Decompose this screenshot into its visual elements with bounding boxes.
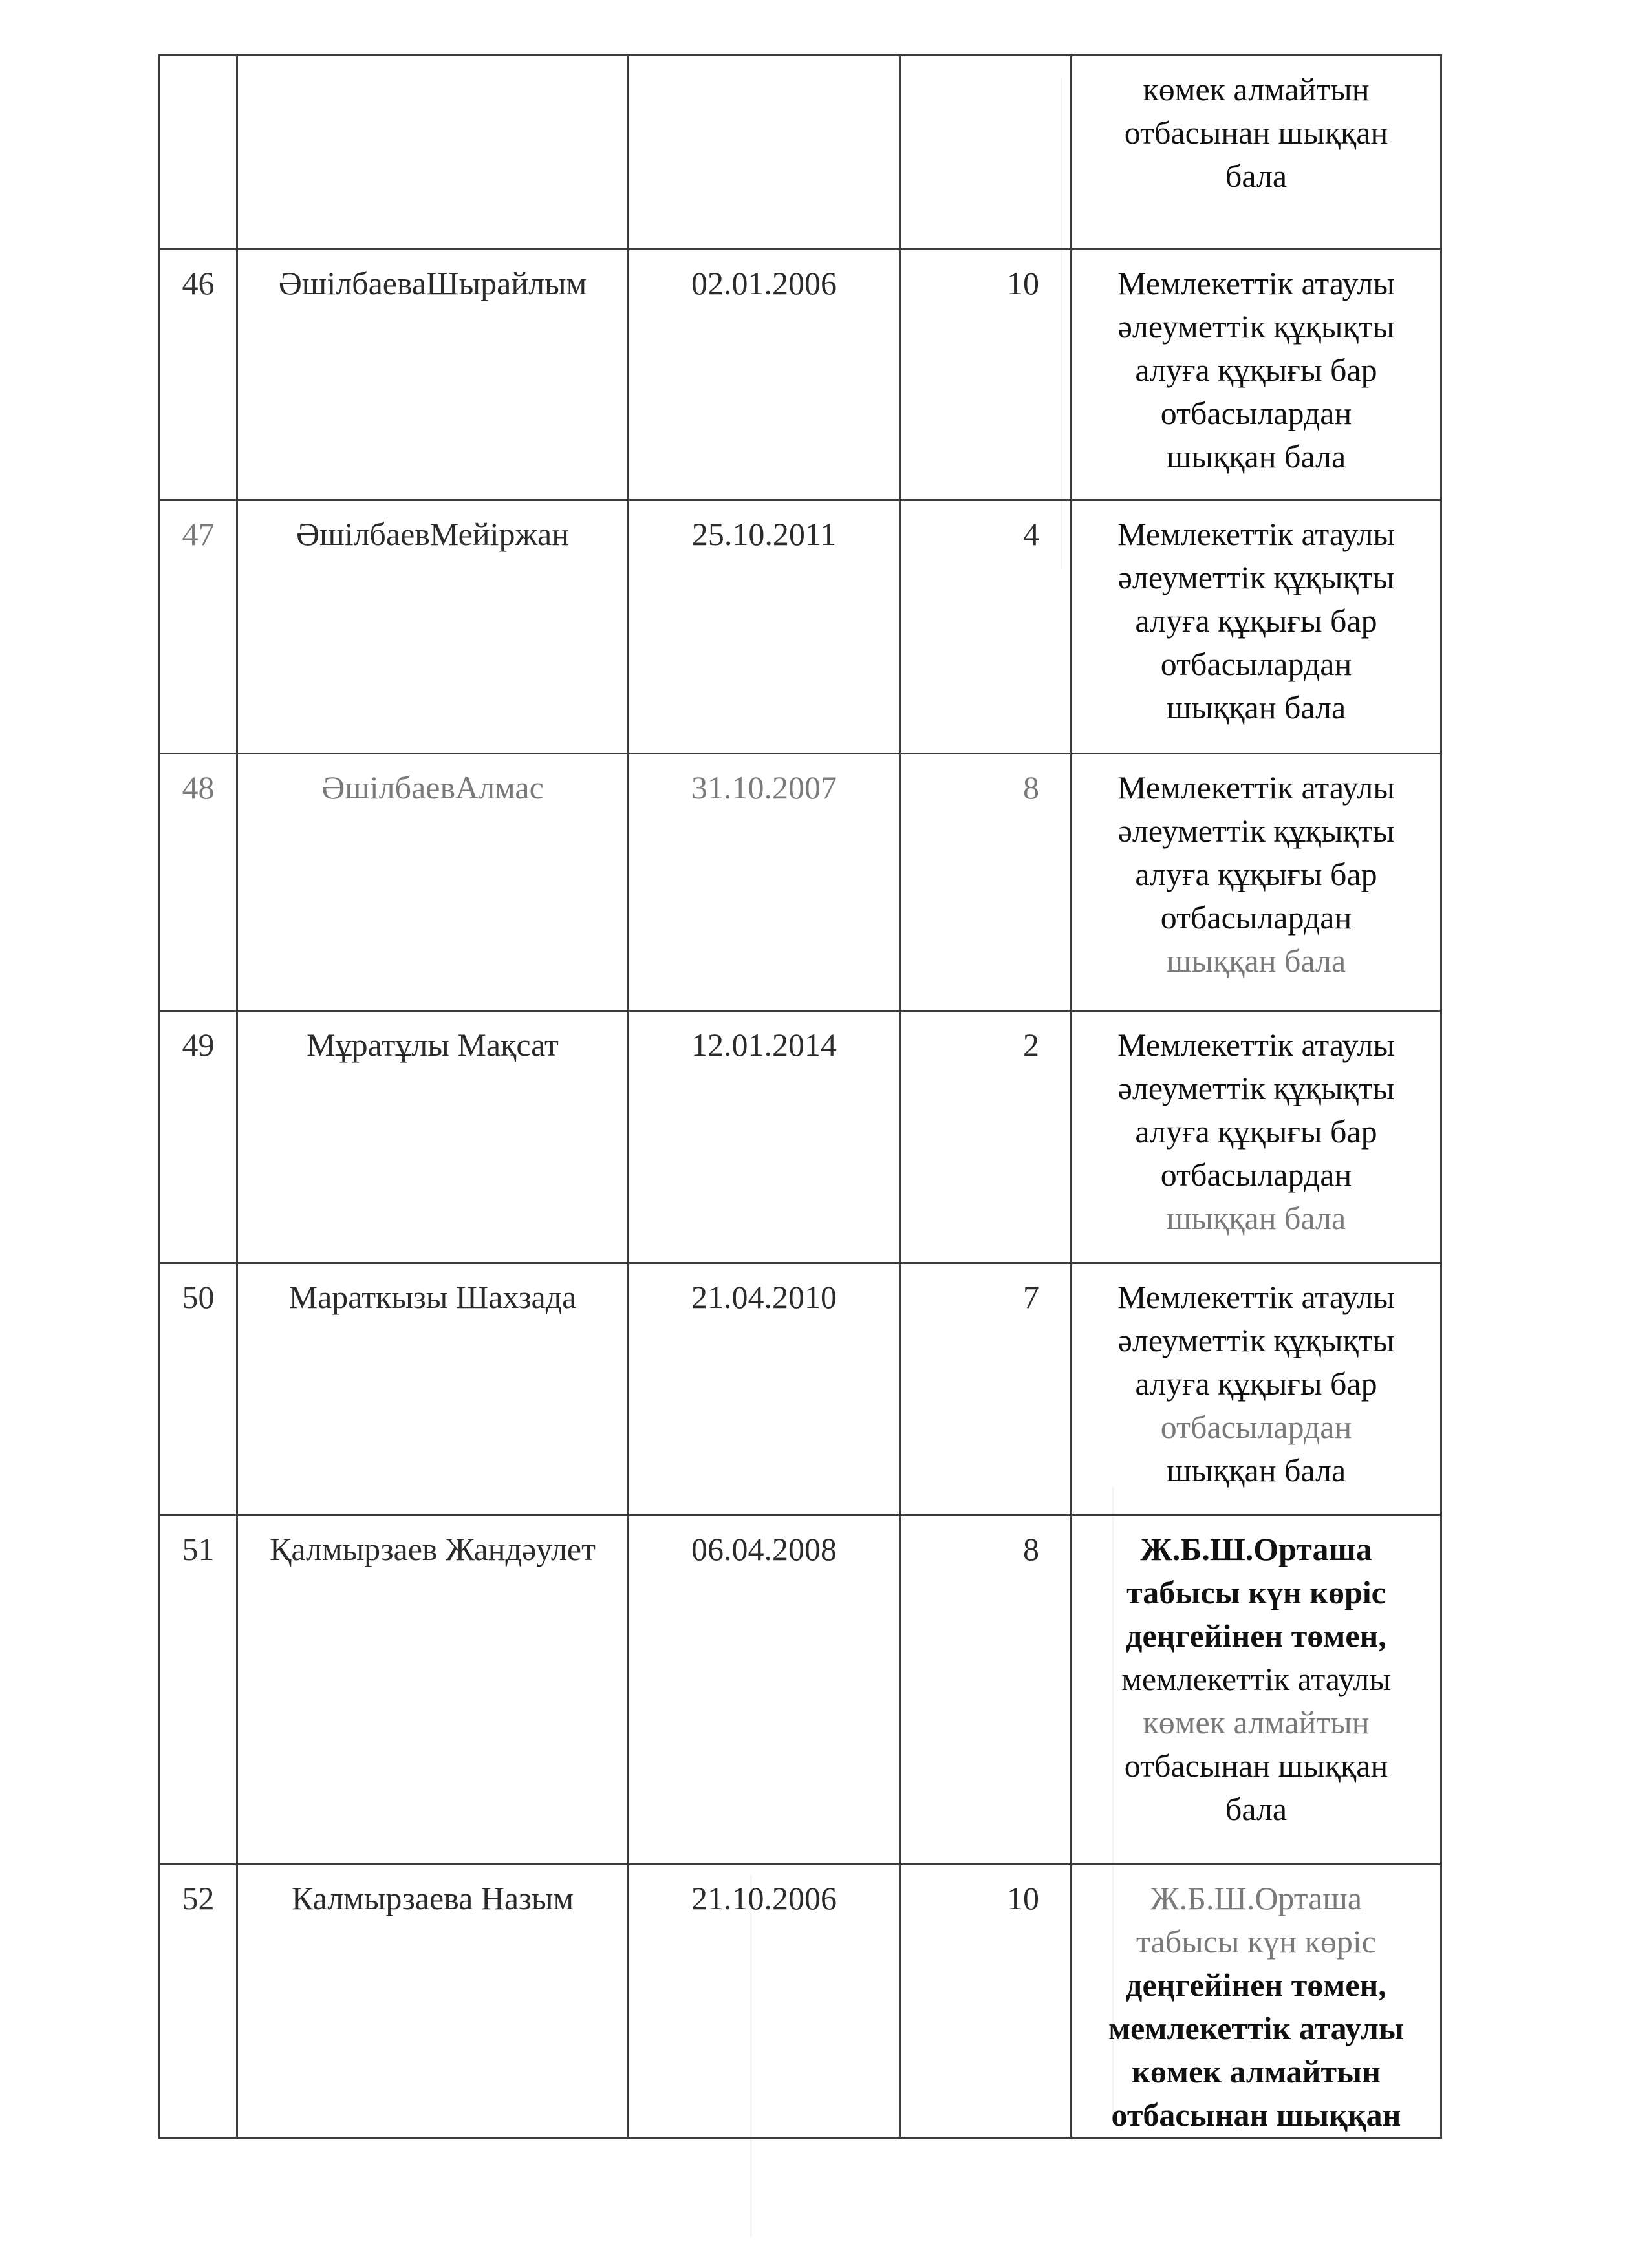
child-name-cell	[237, 1011, 629, 1263]
child-name: ӘшілбаеваШырайлым	[278, 265, 587, 301]
category-line: Мемлекеттік атаулы	[1117, 265, 1395, 301]
child-name-cell	[237, 500, 629, 754]
age: 10	[1007, 1880, 1039, 1916]
category-cell	[1072, 754, 1441, 1011]
child-name-cell	[237, 1515, 629, 1865]
birth-date: 25.10.2011	[691, 516, 837, 552]
category-line: алуға құқығы бар	[1135, 352, 1377, 388]
category-line: алуға құқығы бар	[1135, 1365, 1377, 1402]
age-cell	[900, 1865, 1072, 2138]
child-name: ӘшілбаевМейіржан	[296, 516, 570, 552]
age-cell	[900, 754, 1072, 1011]
child-name: Қалмырзаев Жандәулет	[270, 1531, 596, 1567]
category-line: отбасылардан	[1160, 646, 1352, 682]
category-line: әлеуметтік құқықты	[1117, 308, 1395, 345]
child-name-cell	[237, 56, 629, 250]
category-line: отбасынан шыққан	[1111, 2097, 1401, 2133]
category-line: көмек алмайтын	[1143, 71, 1370, 107]
child-name: Мұратұлы Мақсат	[307, 1027, 559, 1063]
children-register-table	[158, 54, 1442, 2139]
category-line: табысы күн көріс	[1126, 1574, 1386, 1610]
category-cell	[1072, 56, 1441, 250]
category-line: Мемлекеттік атаулы	[1117, 1027, 1395, 1063]
category-cell	[1072, 1263, 1441, 1515]
category-line: көмек алмайтын	[1132, 2053, 1381, 2090]
row-number: 48	[182, 769, 215, 806]
category-cell	[1072, 500, 1441, 754]
category-line: Мемлекеттік атаулы	[1117, 1279, 1395, 1315]
category-cell	[1072, 1011, 1441, 1263]
age: 8	[1023, 1531, 1039, 1567]
category-cell	[1072, 250, 1441, 500]
child-name: Мараткызы Шахзада	[288, 1279, 577, 1315]
row-number: 52	[182, 1880, 215, 1916]
child-name-cell	[237, 250, 629, 500]
category-line: бала	[1225, 1791, 1288, 1827]
row-number: 51	[182, 1531, 215, 1567]
category-line: отбасылардан	[1160, 899, 1352, 936]
category-line: әлеуметтік құқықты	[1117, 1322, 1395, 1358]
category-line: шыққан бала	[1166, 1452, 1346, 1488]
age-cell	[900, 1263, 1072, 1515]
category-line: алуға құқығы бар	[1135, 1113, 1377, 1150]
category-line: отбасынан шыққан	[1124, 114, 1388, 151]
table-row	[160, 754, 1441, 1011]
category-line: әлеуметтік құқықты	[1117, 559, 1395, 595]
category-line: отбасылардан	[1160, 1409, 1352, 1445]
age-cell	[900, 250, 1072, 500]
age: 2	[1023, 1027, 1039, 1063]
category-line: шыққан бала	[1166, 1200, 1346, 1236]
category-line: әлеуметтік құқықты	[1117, 1070, 1395, 1106]
row-number: 46	[182, 265, 215, 301]
category-line: деңгейінен төмен,	[1126, 1967, 1386, 2003]
birth-date-cell	[629, 1263, 900, 1515]
category-line: шыққан бала	[1166, 689, 1346, 725]
category-line: алуға құқығы бар	[1135, 856, 1377, 892]
birth-date-cell	[629, 56, 900, 250]
category-line: көмек алмайтын	[1143, 1704, 1370, 1740]
category-line: бала	[1225, 158, 1288, 194]
category-line: Ж.Б.Ш.Орташа	[1140, 1531, 1372, 1567]
category-line: отбасынан шыққан	[1124, 1748, 1388, 1784]
birth-date: 31.10.2007	[691, 769, 837, 806]
table-row	[160, 1865, 1441, 2138]
category-cell	[1072, 1515, 1441, 1865]
category-line: алуға құқығы бар	[1135, 603, 1377, 639]
category-line: отбасылардан	[1160, 395, 1352, 431]
birth-date: 12.01.2014	[691, 1027, 837, 1063]
row-number-cell	[160, 500, 237, 754]
birth-date-cell	[629, 250, 900, 500]
row-number: 49	[182, 1027, 215, 1063]
child-name: Калмырзаева Назым	[291, 1880, 574, 1916]
row-number-cell	[160, 1865, 237, 2138]
category-line: мемлекеттік атаулы	[1108, 2010, 1404, 2046]
category-line: деңгейінен төмен,	[1126, 1618, 1386, 1654]
birth-date-cell	[629, 1011, 900, 1263]
row-number-cell	[160, 754, 237, 1011]
child-name: ӘшілбаевАлмас	[321, 769, 544, 806]
birth-date-cell	[629, 1865, 900, 2138]
row-number: 47	[182, 516, 215, 552]
birth-date-cell	[629, 1515, 900, 1865]
category-line: отбасылардан	[1160, 1157, 1352, 1193]
age-cell	[900, 1515, 1072, 1865]
row-number-cell	[160, 1263, 237, 1515]
age: 7	[1023, 1279, 1039, 1315]
category-line: Мемлекеттік атаулы	[1117, 516, 1395, 552]
birth-date: 06.04.2008	[691, 1531, 837, 1567]
category-cell	[1072, 1865, 1441, 2138]
table-body	[160, 56, 1441, 2138]
table-row	[160, 250, 1441, 500]
row-number: 50	[182, 1279, 215, 1315]
age-cell	[900, 1011, 1072, 1263]
child-name-cell	[237, 1263, 629, 1515]
row-number-cell	[160, 1515, 237, 1865]
table-row	[160, 1515, 1441, 1865]
table-row	[160, 1011, 1441, 1263]
birth-date: 02.01.2006	[691, 265, 837, 301]
table-row	[160, 56, 1441, 250]
birth-date: 21.10.2006	[691, 1880, 837, 1916]
category-line: шыққан бала	[1166, 943, 1346, 979]
table-row	[160, 500, 1441, 754]
row-number-cell	[160, 1011, 237, 1263]
age: 10	[1007, 265, 1039, 301]
birth-date: 21.04.2010	[691, 1279, 837, 1315]
category-line: әлеуметтік құқықты	[1117, 813, 1395, 849]
child-name-cell	[237, 754, 629, 1011]
table-row	[160, 1263, 1441, 1515]
row-number-cell	[160, 250, 237, 500]
category-line: табысы күн көріс	[1136, 1923, 1376, 1960]
child-name-cell	[237, 1865, 629, 2138]
age-cell	[900, 56, 1072, 250]
category-line: мемлекеттік атаулы	[1121, 1661, 1391, 1697]
row-number-cell	[160, 56, 237, 250]
age: 8	[1023, 769, 1039, 806]
category-line: шыққан бала	[1166, 438, 1346, 475]
age-cell	[900, 500, 1072, 754]
birth-date-cell	[629, 500, 900, 754]
category-line: Мемлекеттік атаулы	[1117, 769, 1395, 806]
birth-date-cell	[629, 754, 900, 1011]
age: 4	[1023, 516, 1039, 552]
category-line: Ж.Б.Ш.Орташа	[1150, 1880, 1363, 1916]
